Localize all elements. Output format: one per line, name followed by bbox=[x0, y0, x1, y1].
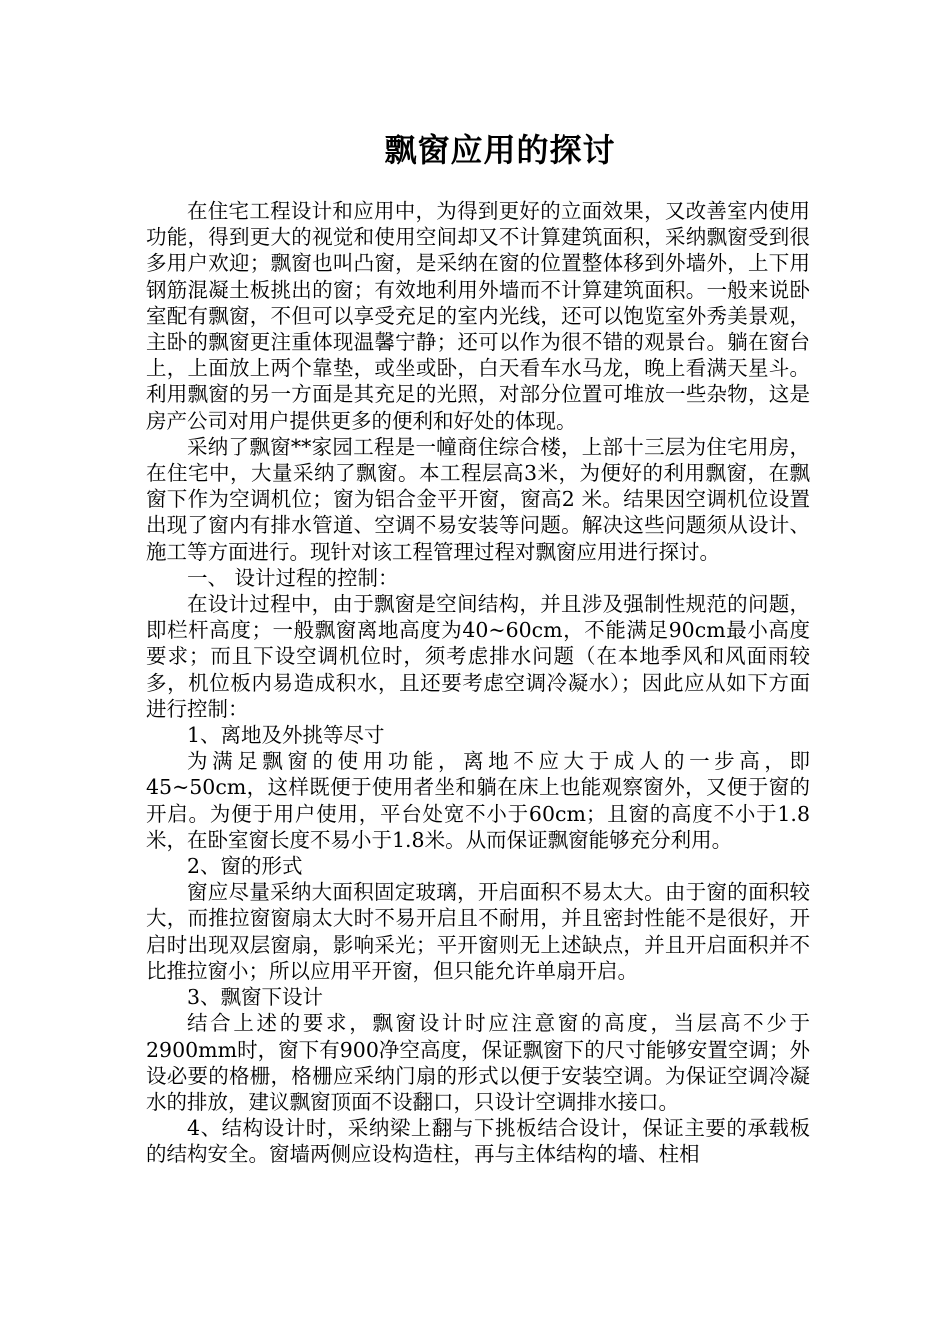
paragraph-structure: 4、结构设计时，采纳梁上翻与下挑板结合设计，保证主要的承载板的结构安全。窗墙两侧应设构造柱，再与主体结构的墙、柱相 bbox=[146, 1116, 810, 1167]
paragraph-under-window: 结合上述的要求，飘窗设计时应注意窗的高度，当层高不少于2900mm时，窗下有900净空高度，保证飘窗下的尺寸能够安置空调；外设必要的格栅，格栅应采纳门扇的形式以便于安装空调。为保证空调冷凝水的排放，建议飘窗顶面不设翻口，只设计空调排水接口。 bbox=[146, 1011, 810, 1114]
paragraph-design-control: 在设计过程中，由于飘窗是空间结构，并且涉及强制性规范的问题，即栏杆高度；一般飘窗离地高度为40~60cm，不能满足90cm最小高度要求；而且下设空调机位时，须考虑排水问题（在本地季风和风面雨较多，机位板内易造成积水，且还要考虑空调冷凝水）；因此应从如下方面进行控制： bbox=[146, 592, 810, 721]
subheading-height-projection: 1、离地及外挑等尽寸 bbox=[187, 723, 385, 748]
document-body bbox=[146, 198, 810, 1168]
paragraph-project: 采纳了飘窗**家园工程是一幢商住综合楼，上部十三层为住宅用房，在住宅中，大量采纳了飘窗。本工程层高3米，为便好的利用飘窗，在飘窗下作为空调机位；窗为铝合金平开窗，窗高2 米。结果因空调机位设置出现了窗内有排水管道、空调不易安装等问题。解决这些问题须从设计、施工等方面进行。现针对该工程管理过程对飘窗应用进行探讨。 bbox=[146, 434, 810, 564]
paragraph-height-projection: 为满足飘窗的使用功能，离地不应大于成人的一步高，即45~50cm，这样既便于使用者坐和躺在床上也能观察窗外，又便于窗的开启。为便于用户使用，平台处宽不小于60cm；且窗的高度不小于1.8米，在卧室窗长度不易小于1.8米。从而保证飘窗能够充分利用。 bbox=[146, 749, 810, 852]
paragraph-window-form: 窗应尽量采纳大面积固定玻璃，开启面积不易太大。由于窗的面积较大，而推拉窗窗扇太大时不易开启且不耐用，并且密封性能不是很好，开启时出现双层窗扇，影响采光；平开窗则无上述缺点，并且开启面积并不比推拉窗小；所以应用平开窗，但只能允许单扇开启。 bbox=[146, 880, 810, 983]
section-heading-design-control: 一、 设计过程的控制： bbox=[187, 565, 399, 590]
paragraph-intro: 在住宅工程设计和应用中，为得到更好的立面效果，又改善室内使用功能，得到更大的视觉和使用空间却又不计算建筑面积，采纳飘窗受到很多用户欢迎；飘窗也叫凸窗，是采纳在窗的位置整体移到外墙外，上下用钢筋混凝土板挑出的窗；有效地利用外墙而不计算建筑面积。一般来说卧室配有飘窗，不但可以享受充足的室内光线，还可以饱览室外秀美景观，主卧的飘窗更注重体现温馨宁静；还可以作为很不错的观景台。躺在窗台上，上面放上两个靠垫，或坐或卧，白天看车水马龙，晚上看满天星斗。利用飘窗的另一方面是其充足的光照，对部分位置可堆放一些杂物，这是房产公司对用户提供更多的便利和好处的体现。 bbox=[146, 199, 810, 433]
page-title: 飘窗应用的探讨 bbox=[384, 131, 616, 169]
subheading-window-form: 2、窗的形式 bbox=[187, 854, 303, 879]
subheading-under-window: 3、飘窗下设计 bbox=[187, 985, 324, 1010]
